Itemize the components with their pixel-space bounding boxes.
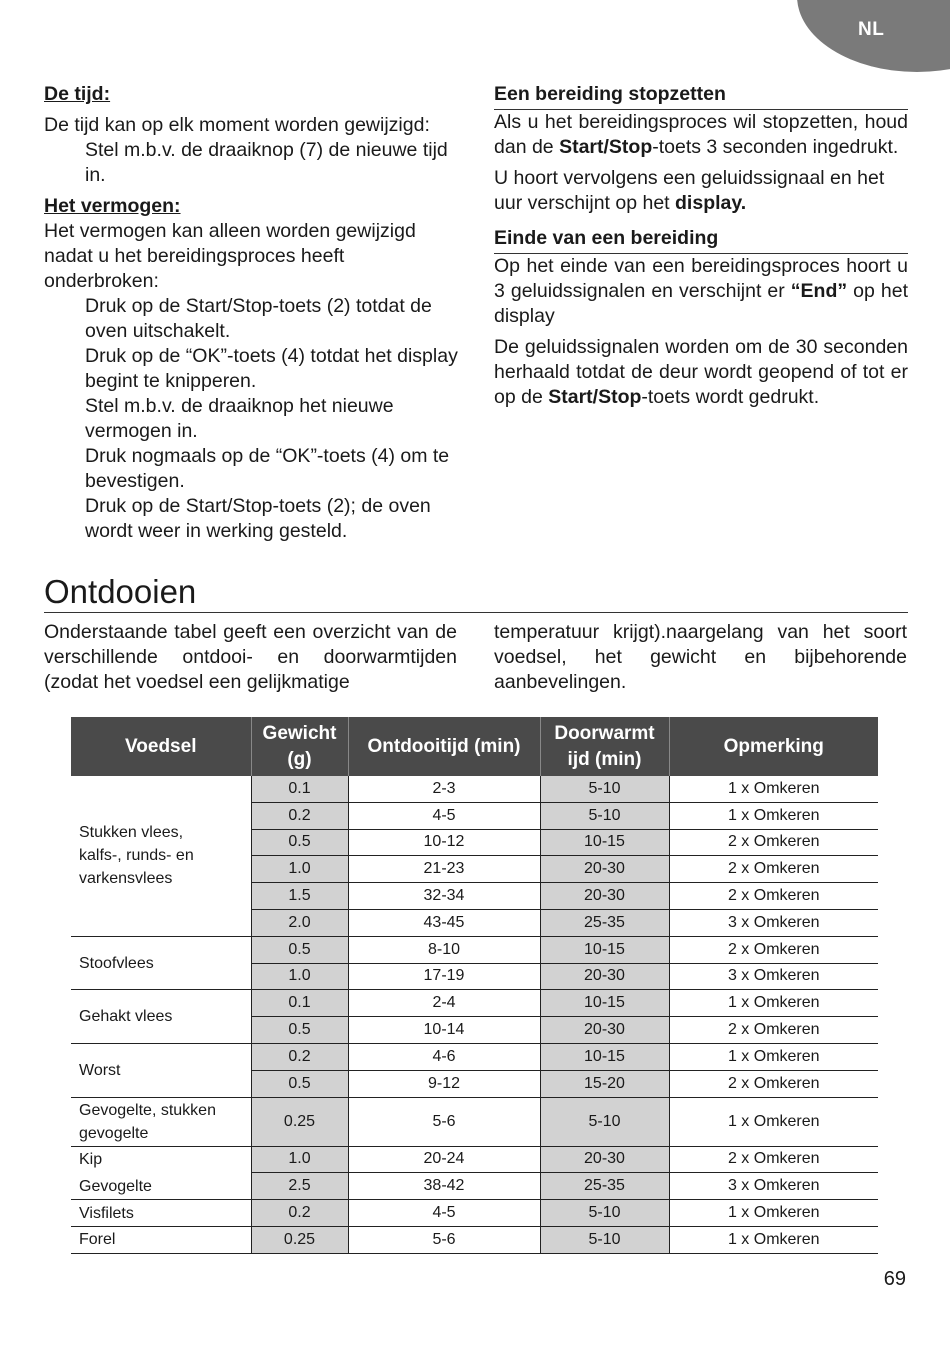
food-cell: Visfilets bbox=[71, 1200, 251, 1227]
standing-time-cell: 5-10 bbox=[540, 1200, 669, 1227]
header-opmerking: Opmerking bbox=[669, 717, 878, 776]
table-body bbox=[71, 776, 878, 1253]
right-column bbox=[494, 82, 908, 410]
remark-cell: 1 x Omkeren bbox=[669, 1097, 878, 1146]
remark-cell: 2 x Omkeren bbox=[669, 1017, 878, 1044]
table-row bbox=[71, 1200, 878, 1227]
language-label: NL bbox=[858, 19, 885, 40]
table-row bbox=[71, 1043, 878, 1070]
defrost-time-cell: 43-45 bbox=[348, 909, 540, 936]
standing-time-cell: 25-35 bbox=[540, 909, 669, 936]
table-row bbox=[71, 990, 878, 1017]
remark-cell: 1 x Omkeren bbox=[669, 802, 878, 829]
remark-cell: 1 x Omkeren bbox=[669, 990, 878, 1017]
end-paragraph-2: De geluidssignalen worden om de 30 seconden herhaald totdat de deur wordt geopend of tot er op de Start/Stop-toets wordt gedrukt. bbox=[494, 336, 908, 408]
weight-cell: 0.2 bbox=[251, 1200, 348, 1227]
standing-time-cell: 25-35 bbox=[540, 1173, 669, 1200]
defrost-time-cell: 10-12 bbox=[348, 829, 540, 856]
standing-time-cell: 5-10 bbox=[540, 802, 669, 829]
remark-cell: 2 x Omkeren bbox=[669, 883, 878, 910]
weight-cell: 0.1 bbox=[251, 776, 348, 802]
remark-cell: 2 x Omkeren bbox=[669, 829, 878, 856]
food-cell: Kip bbox=[79, 1151, 103, 1169]
food-cell: Worst bbox=[71, 1043, 251, 1097]
standing-time-cell: 10-15 bbox=[540, 990, 669, 1017]
standing-time-cell: 5-10 bbox=[540, 1226, 669, 1253]
tijd-heading: De tijd: bbox=[44, 83, 111, 105]
page-number: 69 bbox=[883, 1268, 906, 1290]
weight-cell: 0.25 bbox=[251, 1097, 348, 1146]
header-doorwarmtijd: Doorwarmt ijd (min) bbox=[540, 717, 669, 776]
weight-cell: 1.0 bbox=[251, 856, 348, 883]
table-row bbox=[71, 1097, 878, 1146]
weight-cell: 2.5 bbox=[251, 1173, 348, 1200]
remark-cell: 1 x Omkeren bbox=[669, 1226, 878, 1253]
remark-cell: 3 x Omkeren bbox=[669, 963, 878, 990]
vermogen-step: Stel m.b.v. de draaiknop het nieuwe vermogen in. bbox=[85, 395, 394, 442]
weight-cell: 0.5 bbox=[251, 829, 348, 856]
defrost-time-cell: 38-42 bbox=[348, 1173, 540, 1200]
vermogen-step: Druk op de Start/Stop-toets (2) totdat de oven uitschakelt. bbox=[85, 295, 432, 342]
defrost-time-cell: 4-5 bbox=[348, 802, 540, 829]
tijd-paragraph: De tijd kan op elk moment worden gewijzigd: bbox=[44, 114, 430, 136]
table-row bbox=[71, 936, 878, 963]
table-header-row bbox=[71, 717, 878, 776]
defrost-time-cell: 17-19 bbox=[348, 963, 540, 990]
end-paragraph-1: Op het einde van een bereidingsproces hoort u 3 geluidssignalen en verschijnt er “End” op het display bbox=[494, 255, 908, 327]
defrost-table bbox=[71, 717, 878, 1254]
remark-cell: 3 x Omkeren bbox=[669, 909, 878, 936]
standing-time-cell: 10-15 bbox=[540, 829, 669, 856]
standing-time-cell: 10-15 bbox=[540, 936, 669, 963]
stop-paragraph-2: U hoort vervolgens een geluidssignaal en het uur verschijnt op het display. bbox=[494, 167, 885, 214]
remark-cell: 2 x Omkeren bbox=[669, 1070, 878, 1097]
food-cell: Gehakt vlees bbox=[71, 990, 251, 1044]
weight-cell: 1.5 bbox=[251, 883, 348, 910]
weight-cell: 0.5 bbox=[251, 1070, 348, 1097]
remark-cell: 2 x Omkeren bbox=[669, 936, 878, 963]
defrost-time-cell: 4-6 bbox=[348, 1043, 540, 1070]
table-row bbox=[71, 776, 878, 802]
standing-time-cell: 5-10 bbox=[540, 1097, 669, 1146]
standing-time-cell: 20-30 bbox=[540, 1017, 669, 1044]
standing-time-cell: 20-30 bbox=[540, 883, 669, 910]
weight-cell: 1.0 bbox=[251, 1146, 348, 1173]
defrost-time-cell: 4-5 bbox=[348, 1200, 540, 1227]
weight-cell: 0.1 bbox=[251, 990, 348, 1017]
defrost-time-cell: 2-3 bbox=[348, 776, 540, 802]
header-voedsel: Voedsel bbox=[71, 717, 251, 776]
food-cell: Stoofvlees bbox=[71, 936, 251, 990]
defrost-time-cell: 9-12 bbox=[348, 1070, 540, 1097]
remark-cell: 1 x Omkeren bbox=[669, 1043, 878, 1070]
vermogen-heading: Het vermogen: bbox=[44, 195, 181, 217]
food-cell: Forel bbox=[71, 1226, 251, 1253]
vermogen-step: Druk op de “OK”-toets (4) totdat het display begint te knipperen. bbox=[85, 345, 458, 392]
defrost-time-cell: 5-6 bbox=[348, 1097, 540, 1146]
vermogen-step: Druk nogmaals op de “OK”-toets (4) om te bevestigen. bbox=[85, 445, 450, 492]
remark-cell: 2 x Omkeren bbox=[669, 1146, 878, 1173]
standing-time-cell: 20-30 bbox=[540, 1146, 669, 1173]
header-ontdooitijd: Ontdooitijd (min) bbox=[348, 717, 540, 776]
weight-cell: 1.0 bbox=[251, 963, 348, 990]
food-cell: Gevogelte, stukken gevogelte bbox=[71, 1097, 251, 1146]
weight-cell: 2.0 bbox=[251, 909, 348, 936]
remark-cell: 1 x Omkeren bbox=[669, 1200, 878, 1227]
stop-heading: Een bereiding stopzetten bbox=[494, 82, 908, 110]
remark-cell: 3 x Omkeren bbox=[669, 1173, 878, 1200]
remark-cell: 2 x Omkeren bbox=[669, 856, 878, 883]
defrost-time-cell: 5-6 bbox=[348, 1226, 540, 1253]
defrost-time-cell: 8-10 bbox=[348, 936, 540, 963]
standing-time-cell: 20-30 bbox=[540, 856, 669, 883]
end-heading: Einde van een bereiding bbox=[494, 226, 908, 254]
defrost-time-cell: 2-4 bbox=[348, 990, 540, 1017]
remark-cell: 1 x Omkeren bbox=[669, 776, 878, 802]
left-column bbox=[44, 82, 458, 544]
weight-cell: 0.5 bbox=[251, 1017, 348, 1044]
table-row bbox=[71, 1173, 878, 1200]
table-row bbox=[71, 1226, 878, 1253]
weight-cell: 0.25 bbox=[251, 1226, 348, 1253]
defrost-time-cell: 21-23 bbox=[348, 856, 540, 883]
standing-time-cell: 10-15 bbox=[540, 1043, 669, 1070]
defrost-time-cell: 32-34 bbox=[348, 883, 540, 910]
intro-right: temperatuur krijgt).naargelang van het soort voedsel, het gewicht en bijbehorende aanbevelingen. bbox=[494, 621, 907, 693]
food-cell: Stukken vlees, kalfs-, runds- en varkensvlees bbox=[71, 776, 251, 936]
weight-cell: 0.5 bbox=[251, 936, 348, 963]
table-row bbox=[71, 1146, 878, 1173]
standing-time-cell: 15-20 bbox=[540, 1070, 669, 1097]
stop-paragraph-1: Als u het bereidingsproces wil stopzetten, houd dan de Start/Stop-toets 3 seconden ingedrukt. bbox=[494, 111, 908, 158]
standing-time-cell: 20-30 bbox=[540, 963, 669, 990]
defrost-time-cell: 10-14 bbox=[348, 1017, 540, 1044]
weight-cell: 0.2 bbox=[251, 1043, 348, 1070]
intro-left: Onderstaande tabel geeft een overzicht van de verschillende ontdooi- en doorwarmtijden (zodat het voedsel een gelijkmatige bbox=[44, 621, 457, 693]
standing-time-cell: 5-10 bbox=[540, 776, 669, 802]
vermogen-step: Druk op de Start/Stop-toets (2); de oven wordt weer in werking gesteld. bbox=[85, 495, 431, 542]
vermogen-paragraph: Het vermogen kan alleen worden gewijzigd nadat u het bereidingsproces heeft onderbroken: bbox=[44, 220, 416, 292]
weight-cell: 0.2 bbox=[251, 802, 348, 829]
header-gewicht: Gewicht (g) bbox=[251, 717, 348, 776]
food-cell: Gevogelte bbox=[71, 1173, 251, 1200]
defrost-time-cell: 20-24 bbox=[348, 1146, 540, 1173]
section-title: Ontdooien bbox=[44, 572, 908, 613]
tijd-instruction: Stel m.b.v. de draaiknop (7) de nieuwe tijd in. bbox=[85, 139, 448, 186]
